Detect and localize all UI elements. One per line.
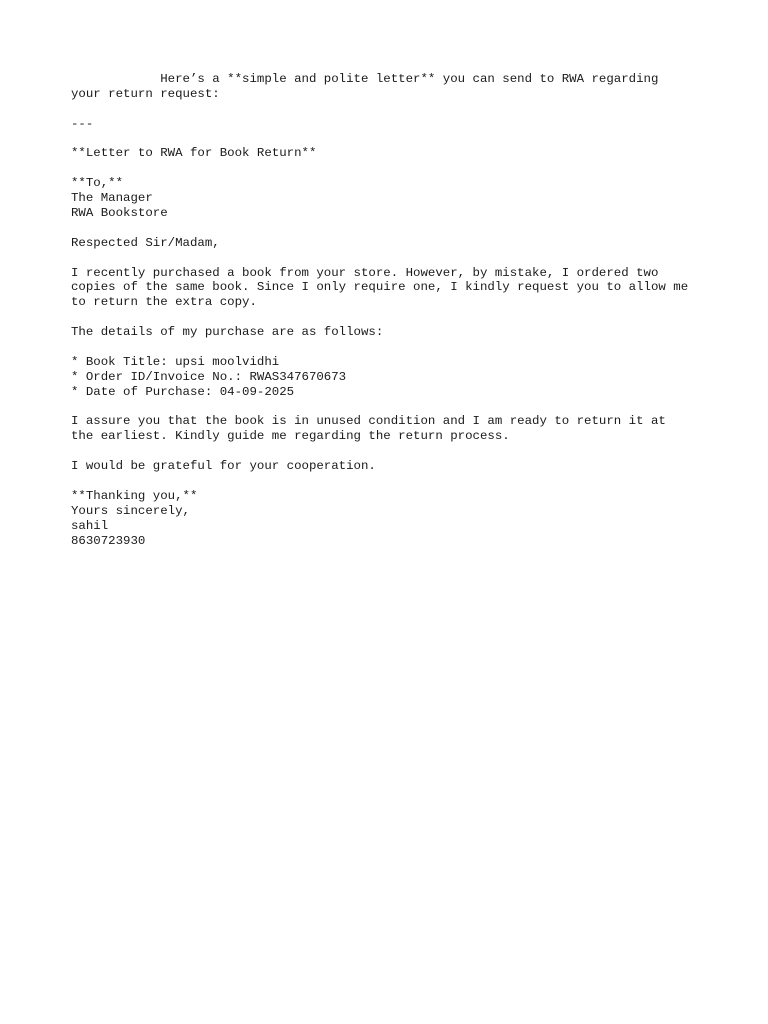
salutation: Respected Sir/Madam, <box>71 235 220 250</box>
blank-line <box>71 400 711 415</box>
body-line: the earliest. Kindly guide me regarding the return process. <box>71 429 510 444</box>
signoff-line: **Thanking you,** <box>71 488 198 503</box>
blank-line <box>71 102 711 117</box>
body-line: I recently purchased a book from your store. However, by mistake, I ordered two <box>71 265 659 280</box>
body-line: I assure you that the book is in unused condition and I am ready to return it at <box>71 414 666 429</box>
blank-line <box>71 340 711 355</box>
blank-line <box>71 444 711 459</box>
closing-line: I would be grateful for your cooperation. <box>71 459 376 474</box>
blank-line <box>71 251 711 266</box>
letter-document <box>71 72 711 549</box>
signer-phone: 8630723930 <box>71 533 146 548</box>
detail-item: * Book Title: upsi moolvidhi <box>71 354 280 369</box>
address-line: The Manager <box>71 191 153 206</box>
body-line: to return the extra copy. <box>71 295 257 310</box>
letter-heading: **Letter to RWA for Book Return** <box>71 146 317 161</box>
blank-line <box>71 132 711 147</box>
address-line: RWA Bookstore <box>71 206 168 221</box>
body-line: copies of the same book. Since I only require one, I kindly request you to allow me <box>71 280 689 295</box>
details-intro: The details of my purchase are as follows: <box>71 325 384 340</box>
blank-line <box>71 161 711 176</box>
detail-item: * Order ID/Invoice No.: RWAS347670673 <box>71 369 347 384</box>
separator: --- <box>71 116 94 131</box>
address-line: **To,** <box>71 176 124 191</box>
blank-line <box>71 310 711 325</box>
blank-line <box>71 221 711 236</box>
signer-name: sahil <box>71 518 109 533</box>
blank-line <box>71 474 711 489</box>
intro-line: Here’s a **simple and polite letter** you can send to RWA regarding <box>71 72 659 86</box>
signoff-line: Yours sincerely, <box>71 503 190 518</box>
intro-line: your return request: <box>71 86 220 101</box>
detail-item: * Date of Purchase: 04-09-2025 <box>71 384 295 399</box>
